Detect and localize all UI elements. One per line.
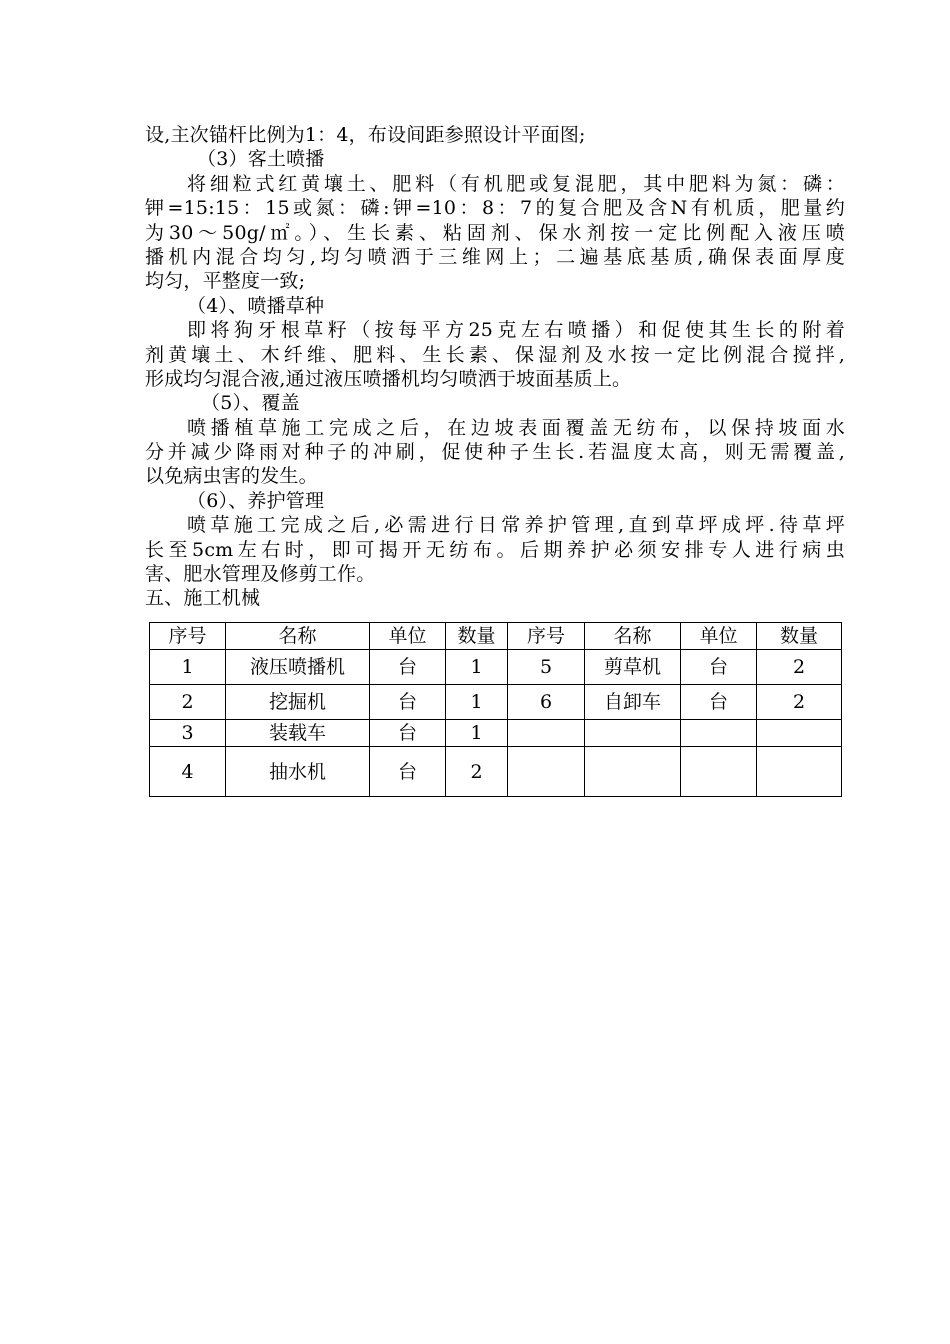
header-cell: 数量: [757, 623, 842, 650]
header-cell: 数量: [446, 623, 508, 650]
table-cell: 2: [150, 685, 226, 720]
table-cell: 6: [508, 685, 585, 720]
table-cell: 1: [446, 650, 508, 685]
paragraph-line: 剂黄壤土、木纤维、肥料、生长素、保湿剂及水按一定比例混合搅拌,: [145, 343, 845, 366]
section-heading-grass-seed: （4）、喷播草种: [187, 294, 325, 317]
table-cell: 自卸车: [585, 685, 681, 720]
paragraph-line: 均匀，平整度一致;: [145, 270, 306, 293]
table-cell: 台: [681, 685, 757, 720]
table-cell: 4: [150, 747, 226, 797]
paragraph-line: 形成均匀混合液,通过液压喷播机均匀喷洒于坡面基质上。: [145, 367, 632, 390]
header-cell: 序号: [508, 623, 585, 650]
header-cell: 单位: [681, 623, 757, 650]
table-cell: 台: [370, 720, 446, 747]
table-cell: [585, 720, 681, 747]
header-cell: 序号: [150, 623, 226, 650]
table-cell: 台: [370, 747, 446, 797]
paragraph-line: 喷草施工完成之后,必需进行日常养护管理,直到草坪成坪.待草坪: [187, 514, 845, 537]
table-cell: 装载车: [226, 720, 370, 747]
table-cell: 剪草机: [585, 650, 681, 685]
paragraph-line: 害、肥水管理及修剪工作。: [145, 563, 376, 586]
table-row: [150, 747, 842, 797]
table-cell: 台: [681, 650, 757, 685]
section-heading-cover: （5）、覆盖: [201, 392, 300, 415]
header-cell: 单位: [370, 623, 446, 650]
document-body: [145, 123, 845, 611]
table-cell: 台: [370, 685, 446, 720]
table-cell: [508, 747, 585, 797]
paragraph-line: 播机内混合均匀,均匀喷洒于三维网上；二遍基底基质,确保表面厚度: [145, 245, 845, 268]
table-cell: [681, 720, 757, 747]
table-cell: 2: [757, 685, 842, 720]
table-cell: [757, 747, 842, 797]
table-cell: 1: [446, 685, 508, 720]
header-cell: 名称: [585, 623, 681, 650]
table-cell: [508, 720, 585, 747]
section-heading-soil-spray: （3）客土喷播: [197, 148, 325, 171]
table-cell: 3: [150, 720, 226, 747]
section-heading-maintenance: （6）、养护管理: [187, 489, 325, 512]
paragraph-line: 设,主次锚杆比例为1：4，布设间距参照设计平面图;: [145, 124, 586, 146]
table-cell: 抽水机: [226, 747, 370, 797]
table-header-row: [150, 623, 842, 650]
table-cell: [585, 747, 681, 797]
table-cell: 挖掘机: [226, 685, 370, 720]
table-cell: 5: [508, 650, 585, 685]
table-row: [150, 650, 842, 685]
section-heading-machinery: 五、施工机械: [145, 587, 261, 610]
table-cell: 台: [370, 650, 446, 685]
table-cell: 液压喷播机: [226, 650, 370, 685]
paragraph-line: 将细粒式红黄壤土、肥料（有机肥或复混肥，其中肥料为氮：磷：: [187, 172, 845, 195]
table-row: [150, 720, 842, 747]
paragraph-line: 分并减少降雨对种子的冲刷，促使种子生长.若温度太高，则无需覆盖,: [145, 441, 845, 464]
table-cell: 1: [150, 650, 226, 685]
paragraph-line: 喷播植草施工完成之后，在边坡表面覆盖无纺布，以保持坡面水: [187, 416, 845, 439]
table-cell: 2: [757, 650, 842, 685]
table-cell: [757, 720, 842, 747]
paragraph-line: 钾=15:15：15或氮：磷:钾=10：8：7的复合肥及含N有机质，肥量约: [145, 197, 845, 220]
table-row: [150, 685, 842, 720]
table-cell: 1: [446, 720, 508, 747]
machinery-table: [149, 622, 842, 797]
paragraph-line: 以免病虫害的发生。: [145, 465, 318, 488]
paragraph-line: 为30～50g/㎡。）、生长素、粘固剂、保水剂按一定比例配入液压喷: [145, 221, 845, 244]
header-cell: 名称: [226, 623, 370, 650]
table-cell: 2: [446, 747, 508, 797]
paragraph-line: 即将狗牙根草籽（按每平方25克左右喷播）和促使其生长的附着: [187, 319, 845, 342]
paragraph-line: 长至5cm左右时，即可揭开无纺布。后期养护必须安排专人进行病虫: [145, 538, 845, 561]
table-cell: [681, 747, 757, 797]
